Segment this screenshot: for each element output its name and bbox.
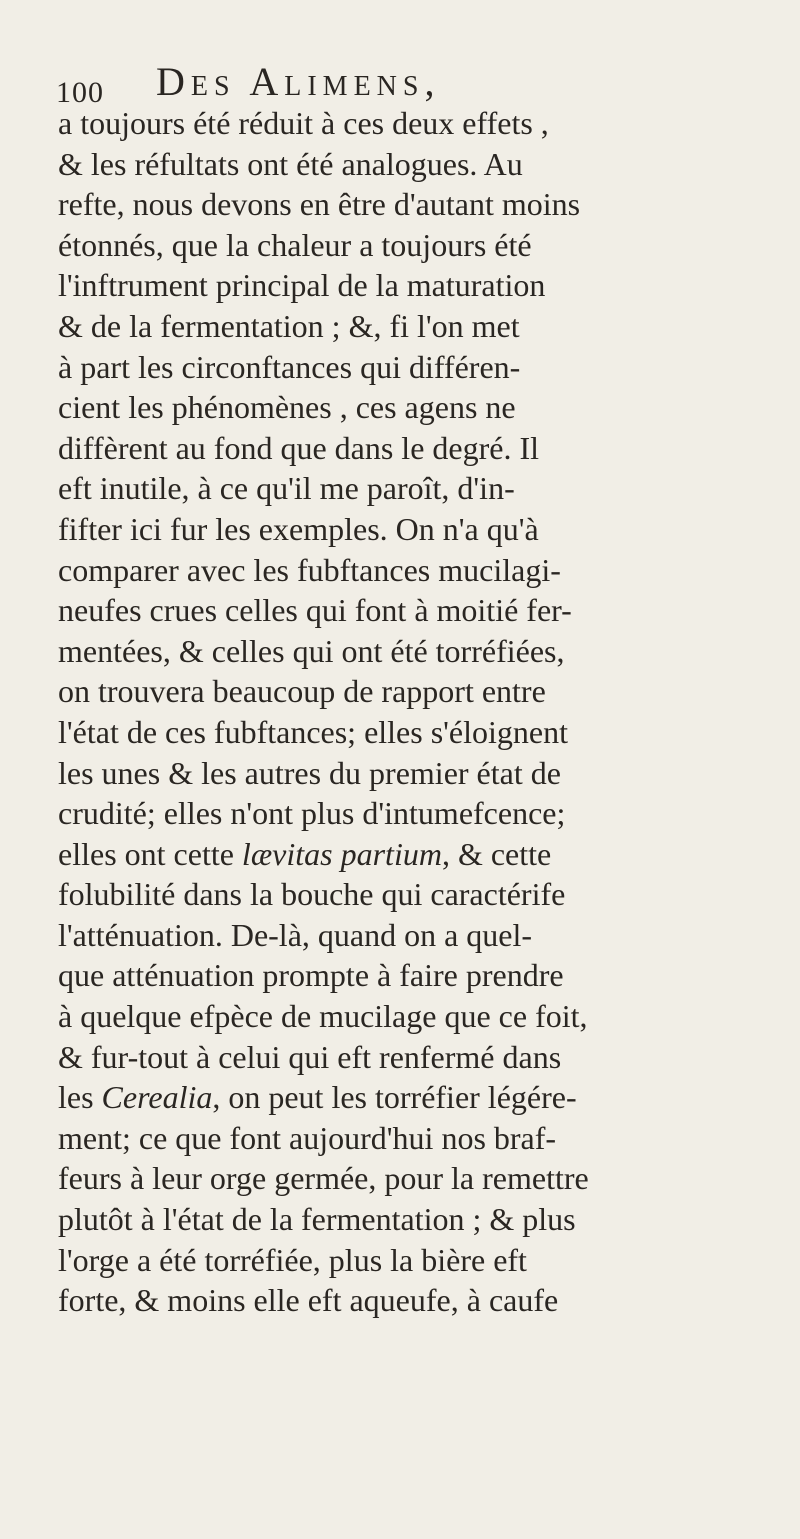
text-line: comparer avec les fubftances mucilagi- [58,551,561,588]
text-line [58,834,788,875]
text-line: & de la fermentation ; &, fi l'on met [58,307,520,344]
latin-phrase: lævitas partium [241,835,442,872]
text-line: les unes & les autres du premier état de [58,754,561,791]
text-line: à part les circonftances qui différen- [58,348,521,385]
text-line: mentées, & celles qui ont été torréfiées, [58,632,565,669]
text-line: & fur-tout à celui qui eft renfermé dans [58,1038,562,1075]
text-line: a toujours été réduit à ces deux effets , [58,105,549,141]
running-title: Des Alimens, [156,59,441,104]
body-text [58,103,788,1321]
text-line: que atténuation prompte à faire prendre [58,957,564,994]
text-line: à quelque efpèce de mucilage que ce foit, [58,998,588,1035]
text-line: l'atténuation. De-là, quand on a quel- [58,916,533,953]
line-segment: les [58,1079,102,1116]
latin-word: Cerealia [101,1079,213,1116]
text-line: fifter ici fur les exemples. On n'a qu'à [58,510,539,547]
text-line: & les réfultats ont été analogues. Au [58,145,523,182]
page-number: 100 [56,76,104,109]
text-line: l'orge a été torréfiée, plus la bière eft [58,1241,527,1278]
text-line: crudité; elles n'ont plus d'intumefcence; [58,795,566,832]
text-line: ment; ce que font aujourd'hui nos braf- [58,1119,557,1156]
text-line: l'état de ces fubftances; elles s'éloignent [58,713,568,750]
text-line: étonnés, que la chaleur a toujours été [58,226,532,263]
text-line: diffèrent au fond que dans le degré. Il [58,429,539,466]
text-line: cient les phénomènes , ces agens ne [58,389,516,426]
line-segment: elles ont cette [58,835,242,872]
text-line: folubilité dans la bouche qui caractérife [58,876,566,913]
line-segment: , on peut les torréfier légére- [212,1079,577,1116]
text-line: eft inutile, à ce qu'il me paroît, d'in- [58,470,515,507]
text-line: feurs à leur orge germée, pour la remettre [58,1160,589,1197]
text-line: plutôt à l'état de la fermentation ; & plus [58,1201,576,1238]
text-line: neufes crues celles qui font à moitié fer- [58,592,572,629]
text-line: forte, & moins elle eft aqueufe, à caufe [58,1282,559,1319]
text-line [58,1077,788,1118]
text-line: l'inftrument principal de la maturation [58,267,546,304]
text-line: on trouvera beaucoup de rapport entre [58,673,546,710]
text-line: refte, nous devons en être d'autant moins [58,186,581,223]
line-segment: , & cette [441,835,552,872]
running-head [56,58,756,108]
